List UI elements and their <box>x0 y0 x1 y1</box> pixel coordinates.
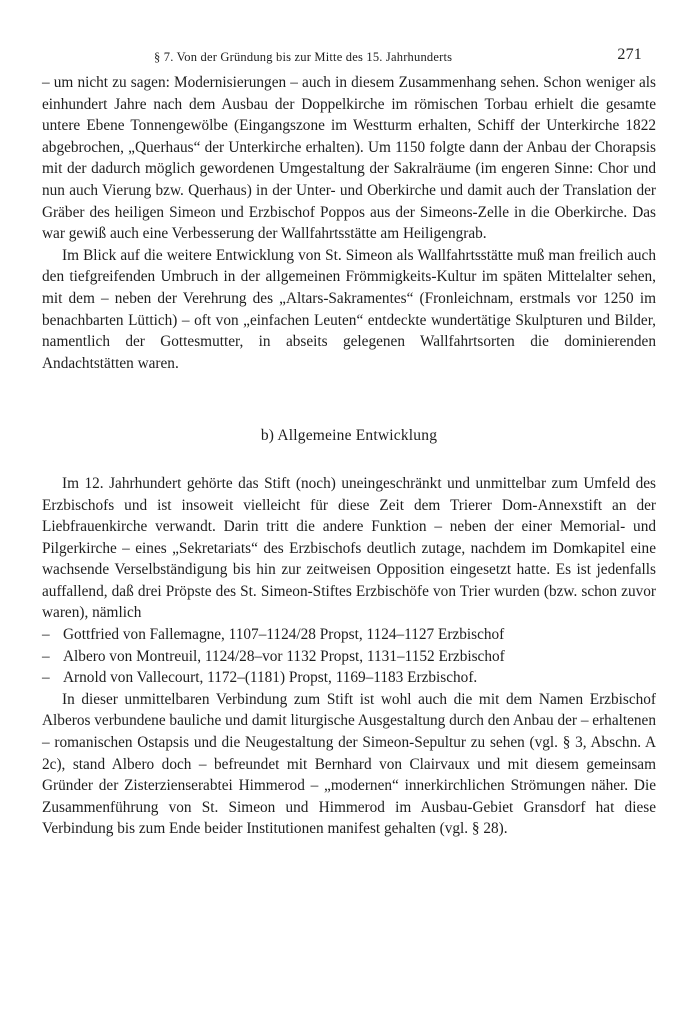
list-item-text: Albero von Montreuil, 1124/28–vor 1132 Propst, 1131–1152 Erzbischof <box>63 647 505 665</box>
list-item <box>42 646 656 668</box>
paragraph-twelfth-century: Im 12. Jahrhundert gehörte das Stift (noch) uneingeschränkt und unmittelbar zum Umfeld des Erzbischofs und ist insoweit vielleicht für diese Zeit dem Trierer Dom-Annexstift an der Liebfrauenkirche verwandt. Darin tritt die andere Funktion – neben der einer Memorial- und Pilgerkirche – eines „Sekretariats“ des Erzbischofs deutlich zutage, nachdem im Domkapitel eine wachsende Verselbständigung bis hin zur zeitweisen Opposition eingesetzt hatte. Es ist jedenfalls auffallend, daß drei Pröpste des St. Simeon-Stiftes Erzbischöfe von Trier wurden (bzw. schon zuvor waren), nämlich <box>42 474 656 622</box>
paragraph-albero: In dieser unmittelbaren Verbindung zum Stift ist wohl auch die mit dem Namen Erzbischof Alberos verbundene bauliche und damit liturgische Ausgestaltung durch den Anbau der – erhaltenen – romanischen Ostapsis und die Neugestaltung der Simeon-Sepultur zu sehen (vgl. § 3, Abschn. A 2c), stand Albero doch – befreundet mit Bernhard von Clairvaux und mit diesem gemeinsam Gründer der Zisterzienserabtei Himmerod – „modernen“ innerkirchlichen Strömungen näher. Die Zusammenführung von St. Simeon und Himmerod im Ausbau-Gebiet Gransdorf hat diese Verbindung bis zum Ende beider Institutionen manifest gehalten (vgl. § 28). <box>42 690 656 838</box>
list-item <box>42 667 656 689</box>
body-text <box>42 72 656 840</box>
provost-list <box>42 624 656 689</box>
list-dash: – <box>42 626 50 644</box>
running-head-title: § 7. Von der Gründung bis zur Mitte des 15. Jahrhunderts <box>154 50 453 64</box>
list-dash: – <box>42 647 50 665</box>
book-page <box>42 46 656 840</box>
paragraph-continuation: – um nicht zu sagen: Modernisierungen – auch in diesem Zusammenhang sehen. Schon weniger als einhundert Jahre nach dem Ausbau der Doppelkirche im römischen Torbau erhielt die gesamte untere Ebene Tonnengewölbe (Eingangszone im Westturm erhalten, Schiff der Unterkirche 1822 abgebrochen, „Querhaus“ der Unterkirche erhalten). Um 1150 folgte dann der Anbau der Chorapsis mit der dadurch möglich gewordenen Umgestaltung der Sakralräume (im engeren Sinne: Chor und nun auch Vierung bzw. Querhaus) in der Unter- und Oberkirche und damit auch der Translation der Gräber des heiligen Simeon und Erzbischof Poppos aus der Simeons-Zelle in die Oberkirche. Das war gewiß auch eine Verbesserung der Wallfahrtsstätte am Heiligengrab. <box>42 74 656 243</box>
list-item <box>42 624 656 646</box>
paragraph-pilgrimage: Im Blick auf die weitere Entwicklung von St. Simeon als Wallfahrtsstätte muß man freilich auch den tiefgreifenden Umbruch in der allgemeinen Frömmigkeits-Kultur im späten Mittelalter sehen, mit dem – neben der Verehrung des „Altars-Sakramentes“ (Fronleichnam, erstmals vor 1250 im benachbarten Lüttich) – oft von „einfachen Leuten“ entdeckte wundertätige Skulpturen und Bilder, namentlich der Gottesmutter, in abseits gelegenen Wallfahrtsorten die dominierenden Andachtstätten waren. <box>42 246 656 372</box>
list-item-text: Gottfried von Fallemagne, 1107–1124/28 Propst, 1124–1127 Erzbischof <box>63 626 505 644</box>
list-item-text: Arnold von Vallecourt, 1172–(1181) Propst, 1169–1183 Erzbischof. <box>63 669 478 687</box>
page-number: 271 <box>617 46 642 63</box>
section-heading: b) Allgemeine Entwicklung <box>260 427 438 445</box>
list-dash: – <box>42 669 50 687</box>
running-head <box>42 46 656 70</box>
